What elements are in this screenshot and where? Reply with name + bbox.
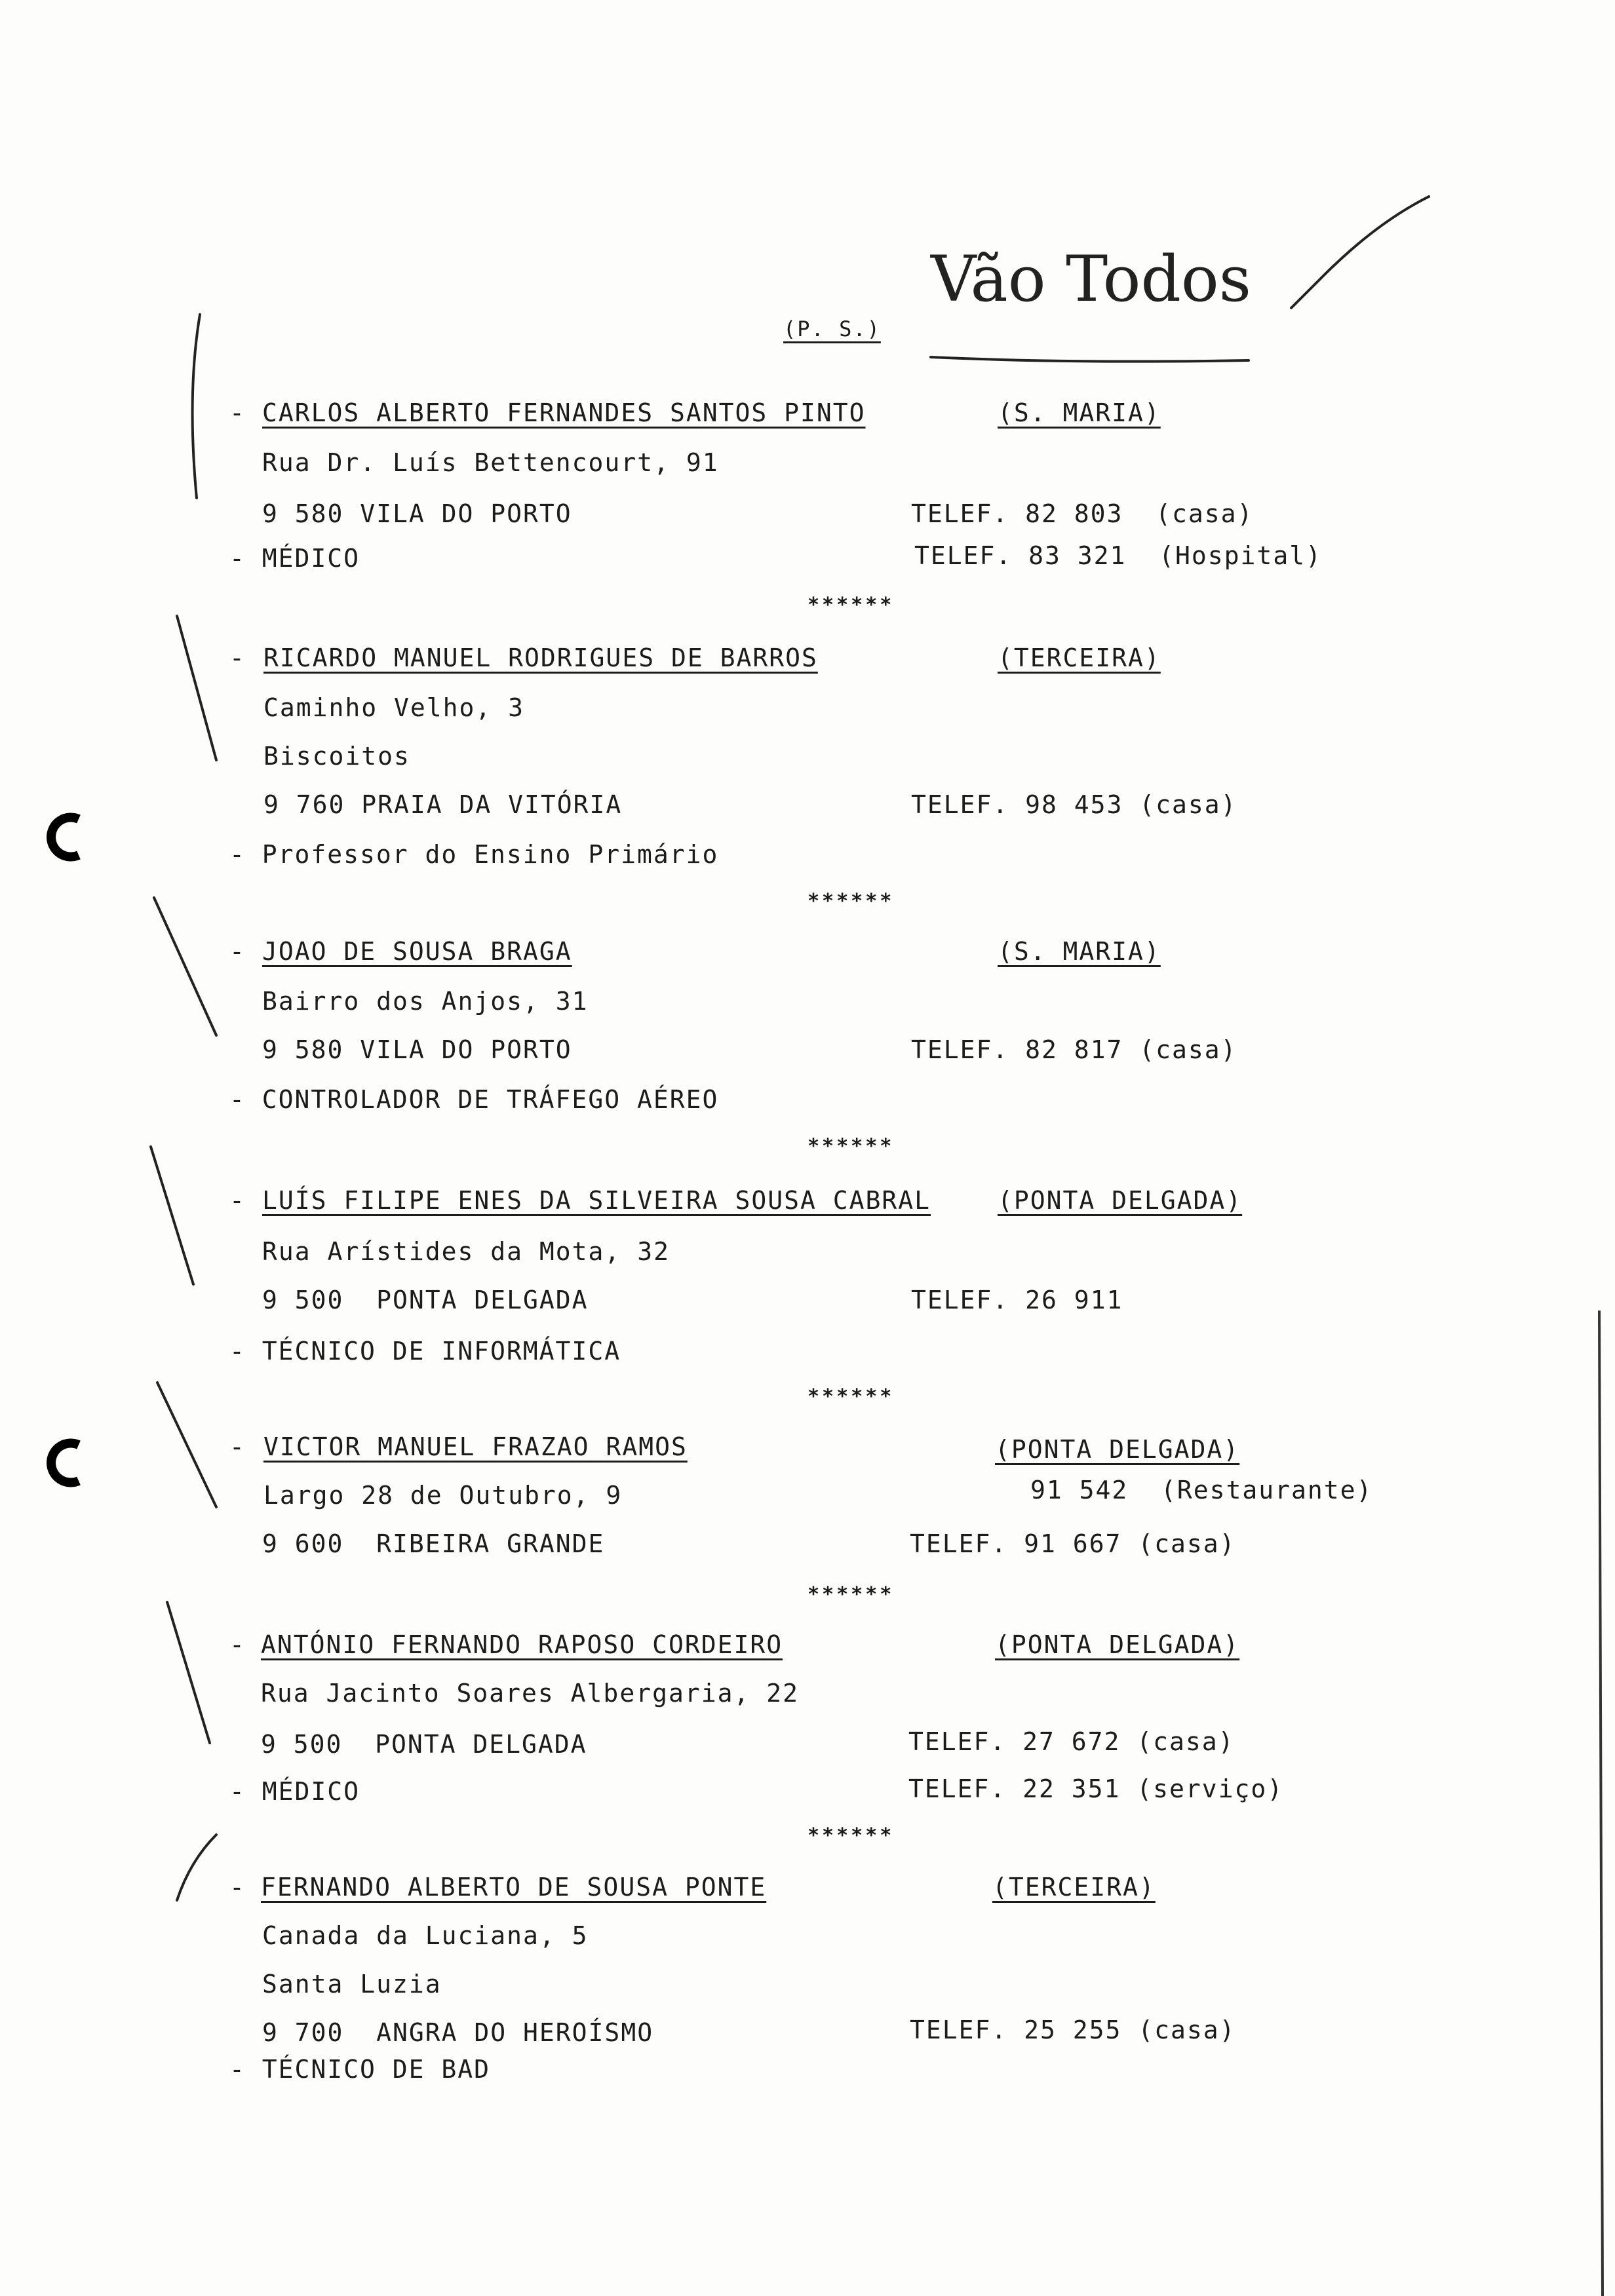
entry-address-line: Biscoitos	[263, 742, 410, 771]
entry-phone: TELEF. 82 803 (casa)	[911, 499, 1254, 528]
entry-island: (S. MARIA)	[998, 937, 1161, 966]
entry-address-line: Rua Jacinto Soares Albergaria, 22	[261, 1679, 799, 1708]
entry-address-line: 9 500 PONTA DELGADA	[261, 1730, 587, 1759]
entry-address-line: Santa Luzia	[262, 1970, 442, 1999]
entry-island: (TERCEIRA)	[998, 643, 1161, 672]
section-heading: (P. S.)	[783, 316, 881, 341]
separator: ******	[808, 1824, 895, 1847]
entry-phone: 91 542 (Restaurante)	[1030, 1476, 1373, 1504]
entry-address-line: Rua Dr. Luís Bettencourt, 91	[262, 448, 719, 477]
entry-island: (TERCEIRA)	[992, 1873, 1156, 1902]
entry-name: FERNANDO ALBERTO DE SOUSA PONTE	[261, 1873, 767, 1902]
entry-address-line: Bairro dos Anjos, 31	[262, 987, 589, 1016]
entry-name: CARLOS ALBERTO FERNANDES SANTOS PINTO	[262, 398, 866, 427]
entry-profession: - CONTROLADOR DE TRÁFEGO AÉREO	[229, 1085, 719, 1114]
entry-address-line: Rua Arístides da Mota, 32	[262, 1237, 670, 1266]
entry-address-line: 9 760 PRAIA DA VITÓRIA	[263, 790, 623, 819]
entry-phone: TELEF. 82 817 (casa)	[911, 1035, 1237, 1064]
entry-name: JOAO DE SOUSA BRAGA	[262, 937, 572, 966]
entry-address-line: Largo 28 de Outubro, 9	[263, 1481, 623, 1510]
entry-phone: TELEF. 26 911	[911, 1286, 1123, 1314]
entry-island: (PONTA DELGADA)	[995, 1630, 1240, 1659]
entry-address-line: 9 580 VILA DO PORTO	[262, 499, 572, 528]
entry-island: (PONTA DELGADA)	[995, 1435, 1240, 1464]
entry-island: (PONTA DELGADA)	[998, 1186, 1243, 1215]
entry-name: ANTÓNIO FERNANDO RAPOSO CORDEIRO	[261, 1630, 783, 1659]
entry-address-line: 9 700 ANGRA DO HEROÍSMO	[262, 2018, 654, 2047]
entry-profession: - TÉCNICO DE INFORMÁTICA	[229, 1337, 621, 1366]
separator: ******	[808, 1385, 895, 1408]
separator: ******	[808, 1583, 895, 1606]
separator: ******	[808, 890, 895, 913]
entry-address-line: Caminho Velho, 3	[263, 693, 525, 722]
entry-profession: - Professor do Ensino Primário	[229, 840, 719, 869]
entry-phone: TELEF. 25 255 (casa)	[910, 2016, 1236, 2044]
entry-address-line: 9 500 PONTA DELGADA	[262, 1286, 589, 1314]
check-mark-icon	[1291, 197, 1429, 308]
entry-name: LUÍS FILIPE ENES DA SILVEIRA SOUSA CABRAL	[262, 1186, 931, 1215]
entry-name: RICARDO MANUEL RODRIGUES DE BARROS	[263, 643, 818, 672]
entry-address-line: 9 600 RIBEIRA GRANDE	[262, 1529, 605, 1558]
entry-phone: TELEF. 83 321 (Hospital)	[914, 541, 1322, 570]
separator: ******	[808, 1135, 895, 1158]
separator: ******	[808, 594, 895, 617]
handwritten-note: Vão Todos	[931, 242, 1251, 316]
entry-phone: TELEF. 98 453 (casa)	[911, 790, 1237, 819]
entry-phone: TELEF. 91 667 (casa)	[910, 1529, 1236, 1558]
entry-profession: - MÉDICO	[229, 544, 360, 573]
entry-address-line: 9 580 VILA DO PORTO	[262, 1035, 572, 1064]
entry-profession: - TÉCNICO DE BAD	[229, 2055, 491, 2084]
entry-phone: TELEF. 27 672 (casa)	[908, 1727, 1235, 1756]
entry-address-line: Canada da Luciana, 5	[262, 1921, 589, 1950]
entry-phone: TELEF. 22 351 (serviço)	[908, 1774, 1284, 1803]
entry-name: VICTOR MANUEL FRAZAO RAMOS	[263, 1432, 688, 1461]
entry-profession: - MÉDICO	[229, 1777, 360, 1806]
entry-island: (S. MARIA)	[998, 398, 1161, 427]
